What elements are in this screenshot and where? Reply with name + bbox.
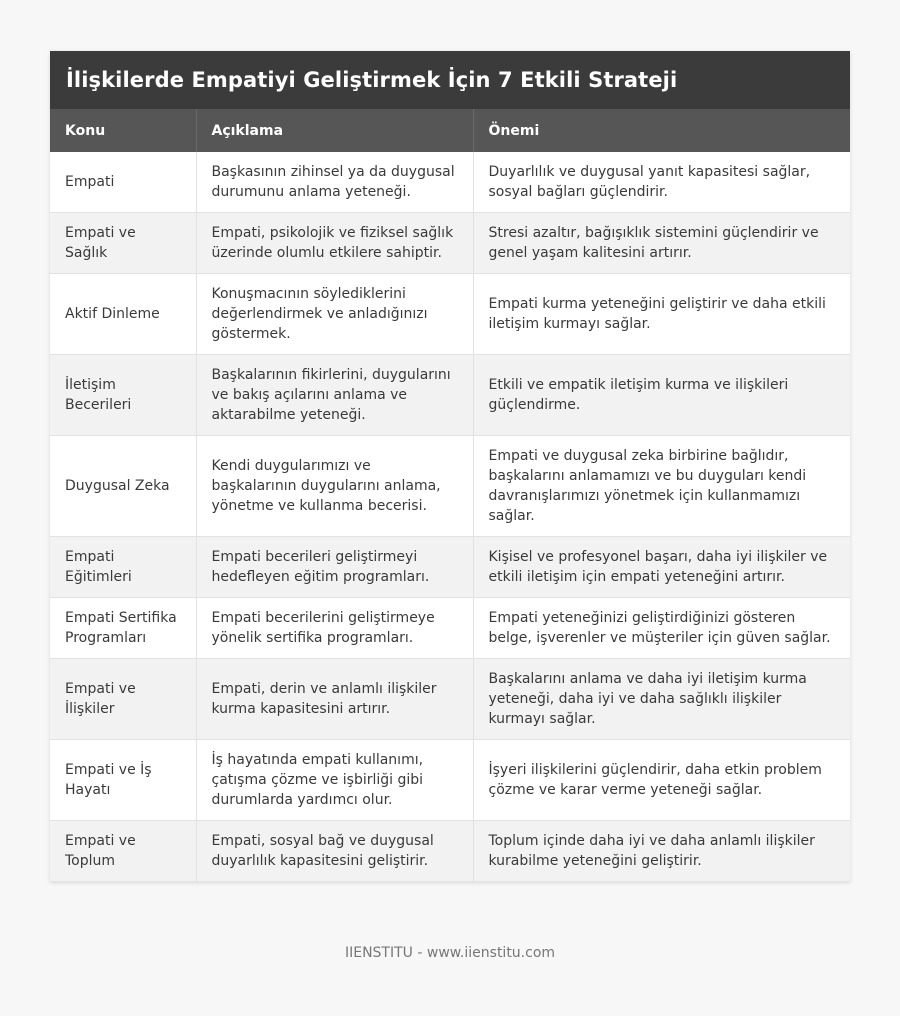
- cell-konu: İletişim Becerileri: [50, 355, 196, 436]
- cell-onemi: Toplum içinde daha iyi ve daha anlamlı ilişkiler kurabilme yeteneğini geliştirir.: [473, 821, 850, 882]
- cell-aciklama: Empati becerileri geliştirmeyi hedefleyen eğitim programları.: [196, 537, 473, 598]
- title-bar: [50, 51, 850, 109]
- column-header-onemi: Önemi: [473, 109, 850, 152]
- cell-aciklama: İş hayatında empati kullanımı, çatışma çözme ve işbirliği gibi durumlarda yardımcı olur.: [196, 740, 473, 821]
- cell-konu: Empati Sertifika Programları: [50, 598, 196, 659]
- cell-aciklama: Başkasının zihinsel ya da duygusal durumunu anlama yeteneği.: [196, 152, 473, 213]
- table-row: [50, 598, 850, 659]
- cell-onemi: Kişisel ve profesyonel başarı, daha iyi ilişkiler ve etkili iletişim için empati yeteneğini artırır.: [473, 537, 850, 598]
- cell-konu: Aktif Dinleme: [50, 274, 196, 355]
- cell-onemi: Empati ve duygusal zeka birbirine bağlıdır, başkalarını anlamamızı ve bu duyguları kendi davranışlarımızı yönetmek için kullanmamızı sağlar.: [473, 436, 850, 537]
- cell-konu: Empati Eğitimleri: [50, 537, 196, 598]
- cell-onemi: İşyeri ilişkilerini güçlendirir, daha etkin problem çözme ve karar verme yeteneği sağlar.: [473, 740, 850, 821]
- cell-aciklama: Başkalarının fikirlerini, duygularını ve bakış açılarını anlama ve aktarabilme yeteneği.: [196, 355, 473, 436]
- cell-konu: Duygusal Zeka: [50, 436, 196, 537]
- strategy-table: [50, 109, 850, 882]
- column-header-konu: Konu: [50, 109, 196, 152]
- cell-onemi: Stresi azaltır, bağışıklık sistemini güçlendirir ve genel yaşam kalitesini artırır.: [473, 213, 850, 274]
- table-row: [50, 537, 850, 598]
- cell-aciklama: Kendi duygularımızı ve başkalarının duygularını anlama, yönetme ve kullanma becerisi.: [196, 436, 473, 537]
- cell-onemi: Başkalarını anlama ve daha iyi iletişim kurma yeteneği, daha iyi ve daha sağlıklı ilişkiler kurmayı sağlar.: [473, 659, 850, 740]
- table-row: [50, 274, 850, 355]
- cell-onemi: Duyarlılık ve duygusal yanıt kapasitesi sağlar, sosyal bağları güçlendirir.: [473, 152, 850, 213]
- table-row: [50, 436, 850, 537]
- cell-onemi: Empati kurma yeteneğini geliştirir ve daha etkili iletişim kurmayı sağlar.: [473, 274, 850, 355]
- cell-konu: Empati: [50, 152, 196, 213]
- table-header-row: [50, 109, 850, 152]
- content-card: [50, 51, 850, 882]
- cell-aciklama: Empati, sosyal bağ ve duygusal duyarlılık kapasitesini geliştirir.: [196, 821, 473, 882]
- cell-konu: Empati ve Toplum: [50, 821, 196, 882]
- cell-aciklama: Empati, psikolojik ve fiziksel sağlık üzerinde olumlu etkilere sahiptir.: [196, 213, 473, 274]
- page-title: İlişkilerde Empatiyi Geliştirmek İçin 7 Etkili Strateji: [66, 68, 678, 92]
- table-row: [50, 659, 850, 740]
- table-row: [50, 152, 850, 213]
- table-row: [50, 740, 850, 821]
- cell-onemi: Etkili ve empatik iletişim kurma ve ilişkileri güçlendirme.: [473, 355, 850, 436]
- cell-aciklama: Empati becerilerini geliştirmeye yönelik sertifika programları.: [196, 598, 473, 659]
- table-row: [50, 355, 850, 436]
- table-row: [50, 821, 850, 882]
- column-header-aciklama: Açıklama: [196, 109, 473, 152]
- cell-aciklama: Konuşmacının söylediklerini değerlendirmek ve anladığınızı göstermek.: [196, 274, 473, 355]
- cell-konu: Empati ve İş Hayatı: [50, 740, 196, 821]
- table-row: [50, 213, 850, 274]
- cell-konu: Empati ve İlişkiler: [50, 659, 196, 740]
- cell-konu: Empati ve Sağlık: [50, 213, 196, 274]
- footer-credit: IIENSTITU - www.iienstitu.com: [344, 945, 556, 961]
- cell-aciklama: Empati, derin ve anlamlı ilişkiler kurma kapasitesini artırır.: [196, 659, 473, 740]
- cell-onemi: Empati yeteneğinizi geliştirdiğinizi gösteren belge, işverenler ve müşteriler için güven sağlar.: [473, 598, 850, 659]
